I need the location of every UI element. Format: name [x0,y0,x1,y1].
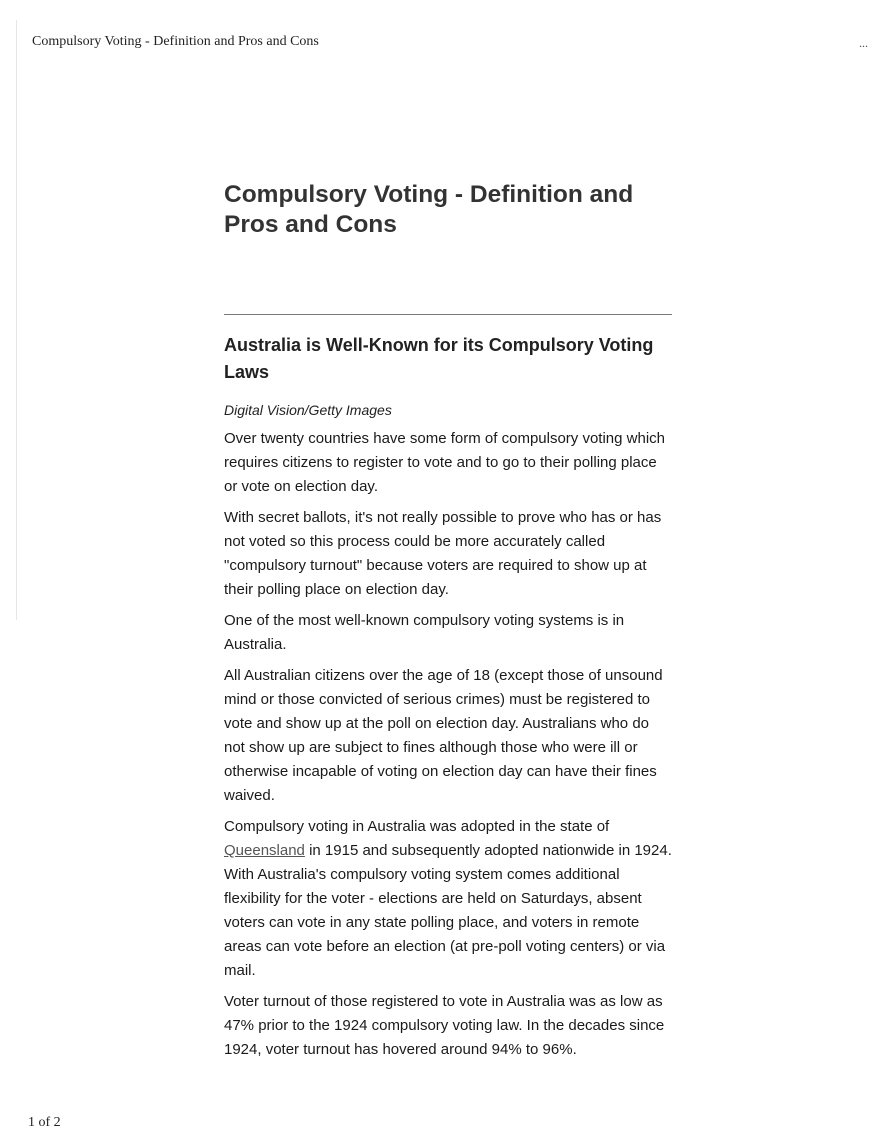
paragraph-voter-turnout: Voter turnout of those registered to vote in Australia was as low as 47% prior to the 1924 compulsory voting law. In the decades since 1924, voter turnout has hovered around 94% to 96%. [224,993,665,1058]
image-credit: Digital Vision/Getty Images [224,402,392,418]
paragraph-secret-ballots: With secret ballots, it's not really possible to prove who has or has not voted so this process could be more accurately called "compulsory turnout" because voters are required to show up at their polling place on election day. [224,509,662,598]
article [224,180,674,1062]
article-title: Compulsory Voting - Definition and Pros and Cons [224,181,634,238]
paragraph-australia-intro: One of the most well-known compulsory voting systems is in Australia. [224,612,625,653]
page-number: 1 of 2 [28,1115,61,1130]
title-divider [224,314,672,315]
print-header-dots: ... [859,36,868,50]
queensland-text-after: in 1915 and subsequently adopted nationwide in 1924. With Australia's compulsory voting system comes additional flexibility for the voter - elections are held on Saturdays, absent voters can vote in any state polling place, and voters in remote areas can vote before an election (at pre-poll voting centers) or via mail. [224,842,672,979]
queensland-link[interactable]: Queensland [224,842,305,859]
paragraph-australian-citizens: All Australian citizens over the age of 18 (except those of unsound mind or those convicted of serious crimes) must be registered to vote and show up at the poll on election day. Australians who do not show up are subject to fines although those who were ill or otherwise incapable of voting on election day can have their fines waived. [224,667,663,804]
section-heading: Australia is Well-Known for its Compulsory Voting Laws [224,335,654,382]
queensland-text-before: Compulsory voting in Australia was adopted in the state of [224,818,610,835]
paragraph-compulsory-countries: Over twenty countries have some form of compulsory voting which requires citizens to register to vote and to go to their polling place or vote on election day. [224,430,666,495]
print-header-title: Compulsory Voting - Definition and Pros and Cons [32,34,319,49]
page-edge [16,20,17,620]
paragraph-queensland [224,815,674,983]
